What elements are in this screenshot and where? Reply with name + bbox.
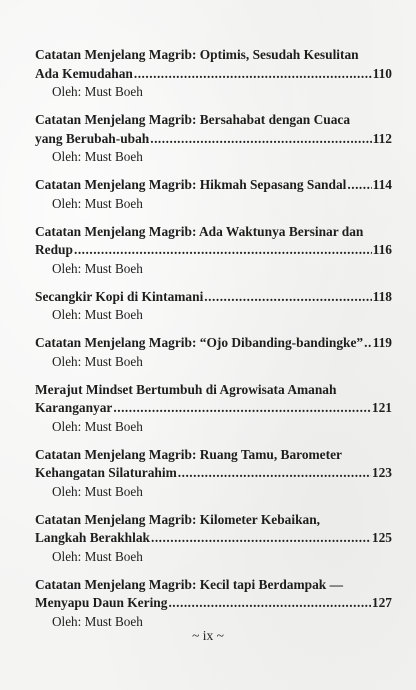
toc-entry-title: Secangkir Kopi di Kintamani ..... 118	[35, 288, 392, 307]
toc-entry-title: Menyapu Daun Kering ..... 127	[35, 594, 392, 613]
toc-entry-title: Catatan Menjelang Magrib: Kilometer Kebaikan,	[35, 511, 321, 527]
toc-entry-title: Karanganyar ..... 121	[35, 399, 392, 418]
dot-leader	[347, 176, 371, 195]
page-number: ~ ix ~	[192, 628, 224, 643]
toc-entry-title: Redup ..... 116	[35, 241, 392, 260]
toc-page-number: 110	[372, 65, 392, 81]
toc-entry	[35, 46, 392, 101]
toc-entry	[35, 334, 392, 371]
dot-leader	[74, 241, 372, 260]
toc-entry-author: Oleh: Must Boeh	[52, 548, 143, 564]
toc-page-number: 121	[371, 400, 392, 415]
toc-entry-title: Langkah Berakhlak ..... 125	[35, 529, 392, 548]
toc-entry-title: Catatan Menjelang Magrib: Kecil tapi Berdampak —	[35, 576, 343, 592]
toc-entry-title: Kehangatan Silaturahim ..... 123	[35, 464, 392, 483]
toc-entry	[35, 381, 392, 436]
toc-entry-author: Oleh: Must Boeh	[52, 483, 143, 499]
toc-page-number: 125	[371, 530, 392, 545]
toc-entry-title: Catatan Menjelang Magrib: Ada Waktunya Bersinar dan	[35, 223, 364, 239]
dot-leader	[150, 130, 371, 149]
toc-page-number: 119	[372, 335, 392, 350]
toc-entry-title: Ada Kemudahan ..... 110	[35, 65, 392, 84]
toc-entry	[35, 446, 392, 501]
toc-entry-title: yang Berubah-ubah ..... 112	[35, 130, 392, 149]
dot-leader	[168, 594, 370, 613]
toc-page-number: 127	[371, 595, 392, 610]
toc-page-number: 114	[372, 177, 392, 192]
toc-entry	[35, 111, 392, 166]
dot-leader	[151, 529, 371, 548]
toc-page-number: 116	[372, 242, 392, 257]
toc-entry	[35, 576, 392, 631]
toc-page-number: 123	[371, 465, 392, 480]
dot-leader	[178, 464, 371, 483]
toc-entry-title: Catatan Menjelang Magrib: Bersahabat dengan Cuaca	[35, 112, 351, 127]
toc-entry-title: Catatan Menjelang Magrib: “Ojo Dibanding-bandingke” ..... 119	[35, 334, 392, 353]
toc-entry-title: Catatan Menjelang Magrib: Ruang Tamu, Barometer	[35, 446, 342, 462]
toc-entry	[35, 511, 392, 566]
dot-leader	[204, 288, 371, 307]
table-of-contents	[35, 46, 392, 631]
toc-entry-title: Catatan Menjelang Magrib: Optimis, Sesudah Kesulitan	[35, 47, 359, 62]
toc-page-number: 112	[372, 130, 392, 146]
toc-entry-author: Oleh: Must Boeh	[52, 418, 143, 434]
toc-entry-author: Oleh: Must Boeh	[52, 195, 143, 211]
toc-page-number: 118	[372, 288, 392, 304]
dot-leader	[113, 399, 371, 418]
toc-entry-author: Oleh: Must Boeh	[52, 260, 143, 276]
toc-entry	[35, 176, 392, 213]
toc-entry-author: Oleh: Must Boeh	[52, 84, 143, 99]
dot-leader	[134, 65, 372, 84]
toc-entry-author: Oleh: Must Boeh	[52, 353, 143, 369]
toc-entry	[35, 223, 392, 278]
toc-entry-author: Oleh: Must Boeh	[52, 613, 143, 629]
toc-entry-title: Merajut Mindset Bertumbuh di Agrowisata Amanah	[35, 381, 337, 397]
toc-entry-author: Oleh: Must Boeh	[52, 307, 143, 322]
toc-entry	[35, 288, 392, 325]
toc-entry-author: Oleh: Must Boeh	[52, 149, 143, 164]
dot-leader	[364, 334, 372, 353]
toc-entry-title: Catatan Menjelang Magrib: Hikmah Sepasang Sandal ..... 114	[35, 176, 392, 195]
